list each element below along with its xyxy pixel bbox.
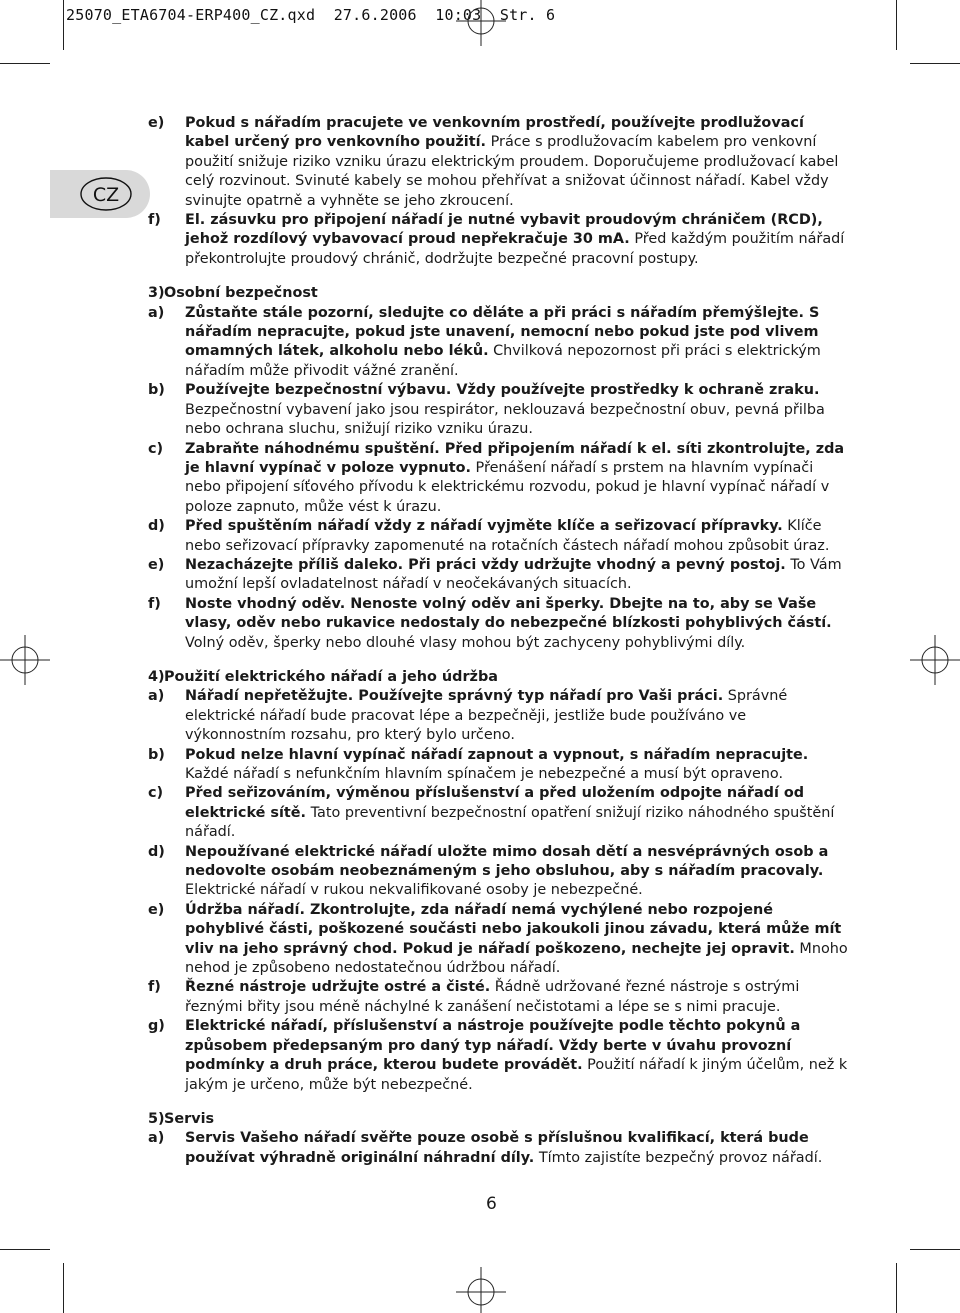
registration-mark-left (0, 635, 50, 685)
list-item (148, 1017, 848, 1095)
section-heading (148, 668, 848, 687)
list-item (148, 114, 848, 211)
item-label: c) (148, 440, 164, 457)
crop-mark-bottom-left-v (63, 1263, 64, 1313)
list-item (148, 843, 848, 901)
registration-mark-bottom (456, 1267, 506, 1313)
item-text: Elektrické nářadí v rukou nekvalifikované osoby je nebezpečné. (185, 882, 643, 899)
item-label: e) (148, 115, 165, 131)
list-item (148, 211, 848, 269)
crop-mark-bottom-right-h (910, 1249, 960, 1250)
item-bold-text: Noste vhodný oděv. Nenoste volný oděv ani šperky. Dbejte na to, aby se Vaše vlasy, oděv nebo rukavice nedostaly do nebezpečné blízkosti pohyblivých částí. (185, 595, 832, 632)
list-item (148, 381, 848, 439)
section-number: 4) (148, 668, 165, 685)
item-bold-text: Servis Vašeho nářadí svěřte pouze osobě s příslušnou kvalifikací, která bude používat výhradně originální náhradní díly. (185, 1130, 809, 1166)
intro-list (148, 114, 848, 269)
item-label: d) (148, 843, 165, 860)
item-body (185, 595, 848, 653)
section (148, 284, 848, 653)
item-label: b) (148, 382, 165, 399)
section-title: Použití elektrického nářadí a jeho údržba (164, 668, 498, 685)
section-title: Servis (164, 1110, 215, 1127)
page-number: 6 (486, 1194, 497, 1214)
item-bold-text: Používejte bezpečnostní výbavu. Vždy používejte prostředky k ochraně zraku. (185, 382, 820, 399)
crop-mark-bottom-right-v (896, 1263, 897, 1313)
list-item (148, 556, 848, 595)
item-body (185, 1129, 848, 1168)
registration-mark-top (456, 0, 506, 46)
item-bold-text: El. zásuvku pro připojení nářadí je nutné vybavit proudovým chráničem (RCD), jehož rozdílový vybavovací proud nepřekračuje 30 mA. (185, 212, 823, 248)
item-label: a) (148, 1130, 165, 1147)
list-item (148, 1129, 848, 1168)
item-body (185, 978, 848, 1017)
item-label: a) (148, 304, 165, 321)
item-body (185, 746, 848, 785)
item-body (185, 1017, 848, 1095)
language-oval (50, 170, 150, 218)
item-bold-text: Nářadí nepřetěžujte. Používejte správný typ nářadí pro Vaši práci. (185, 688, 724, 705)
item-text: Volný oděv, šperky nebo dlouhé vlasy mohou být zachyceny pohyblivými díly. (185, 634, 746, 651)
item-text: Před každým použitím nářadí překontrolujte proudový chránič, dodržujte bezpečné pracovní postupy. (185, 231, 845, 267)
item-body (185, 440, 848, 518)
item-label: e) (148, 901, 165, 918)
item-body (185, 304, 848, 382)
item-bold-text: Nepoužívané elektrické nářadí uložte mimo dosah dětí a nesvéprávných osob a nedovolte osobám neobeznámeným s jeho obsluhou, aby s nářadím pracovaly. (185, 843, 829, 880)
language-badge (50, 170, 150, 218)
crop-mark-bottom-left-h (0, 1249, 50, 1250)
item-body (185, 114, 848, 211)
item-body (185, 211, 848, 269)
list-item (148, 687, 848, 745)
section-number: 3) (148, 285, 165, 302)
section-heading (148, 284, 848, 303)
list-item (148, 440, 848, 518)
item-text: Správné elektrické nářadí bude pracovat lépe a bezpečněji, jestliže bude používáno ve výkonnostním rozsahu, pro který bylo určeno. (185, 688, 788, 744)
item-text: Každé nářadí s nefunkčním hlavním spínačem je nebezpečné a musí být opraveno. (185, 766, 784, 782)
crop-mark-top-right-v (896, 0, 897, 50)
crop-mark-top-left-v (63, 0, 64, 50)
item-label: b) (148, 746, 165, 763)
main-content (148, 114, 848, 1168)
item-bold-text: Pokud s nářadím pracujete ve venkovním prostředí, používejte prodlužovací kabel určený pro venkovního použití. (185, 115, 804, 151)
section (148, 1110, 848, 1168)
item-label: d) (148, 518, 165, 535)
language-code: CZ (92, 184, 120, 206)
item-bold-text: Údržba nářadí. Zkontrolujte, zda nářadí nemá vychýlené nebo rozpojené pohyblivé části, poškozené součásti nebo jakoukoli jinou závadu, která může mít vliv na jeho správný chod. Pokud je nářadí poškozeno, nechejte jej opravit. (185, 901, 842, 957)
item-label: e) (148, 556, 165, 573)
sections-list (148, 284, 848, 1168)
file-slug: 25070_ETA6704-ERP400_CZ.qxd 27.6.2006 10:03 Str. 6 (66, 6, 556, 24)
item-text: Řádně udržované řezné nástroje s ostrými řeznými břity jsou méně náchylné k zanášení nečistotami a lépe se s nimi pracuje. (185, 979, 800, 1015)
item-bold-text: Pokud nelze hlavní vypínač nářadí zapnout a vypnout, s nářadím nepracujte. (185, 746, 809, 763)
item-body (185, 784, 848, 842)
item-label: f) (148, 595, 161, 612)
section-title: Osobní bezpečnost (164, 285, 318, 302)
item-text: Tato preventivní bezpečnostní opatření snižují riziko náhodného spuštění nářadí. (185, 804, 835, 841)
item-body (185, 381, 848, 439)
item-text: Chvilková nepozornost při práci s elektrickým nářadím může přivodit vážné zranění. (185, 343, 821, 379)
item-bold-text: Před spuštěním nářadí vždy z nářadí vyjměte klíče a seřizovací přípravky. (185, 518, 783, 535)
item-bold-text: Před seřizováním, výměnou příslušenství a před uložením odpojte nářadí od elektrické sítě. (185, 785, 805, 821)
item-label: c) (148, 785, 164, 802)
item-label: a) (148, 688, 165, 705)
item-bold-text: Zabraňte náhodnému spuštění. Před připojením nářadí k el. síti zkontrolujte, zda je hlavní vypínač v poloze vypnuto. (185, 440, 845, 476)
section-heading (148, 1110, 848, 1129)
crop-mark-top-right-h (910, 63, 960, 64)
item-text: Klíče nebo seřizovací přípravky zapomenuté na rotačních částech nářadí mohou způsobit úraz. (185, 518, 830, 554)
item-text: Práce s prodlužovacím kabelem pro venkovní použití snižuje riziko vzniku úrazu elektrickým proudem. Doporučujeme prodlužovací kabel celý rozvinout. Svinuté kabely se mohou přehřívat a snižovat účinnost nářadí. Kabel vždy svinujte opatrně a vyhněte se jeho zkroucení. (185, 134, 839, 209)
item-body (185, 687, 848, 745)
item-text: Mnoho nehod je způsobeno nedostatečnou údržbou nářadí. (185, 940, 848, 977)
item-body (185, 901, 848, 979)
section-number: 5) (148, 1110, 165, 1127)
item-bold-text: Elektrické nářadí, příslušenství a nástroje používejte podle těchto pokynů a způsobem předepsaným pro daný typ nářadí. Vždy berte v úvahu provozní podmínky a druh práce, kterou budete provádět. (185, 1018, 801, 1074)
item-text: To Vám umožní lepší ovladatelnost nářadí v neočekávaných situacích. (185, 556, 842, 593)
item-body (185, 556, 848, 595)
item-body (185, 843, 848, 901)
list-item (148, 595, 848, 653)
item-text: Bezpečnostní vybavení jako jsou respirátor, neklouzavá bezpečnostní obuv, pevná přilba nebo ochrana sluchu, snižují riziko vzniku úrazu. (185, 401, 825, 438)
item-bold-text: Nezacházejte příliš daleko. Při práci vždy udržujte vhodný a pevný postoj. (185, 556, 786, 573)
item-label: g) (148, 1018, 165, 1035)
list-item (148, 784, 848, 842)
item-text: Přenášení nářadí s prstem na hlavním vypínači nebo připojení síťového přívodu k elektrickému rozvodu, pokud je hlavní vypínač nářadí v poloze zapnuto, může vést k úrazu. (185, 459, 830, 515)
section (148, 668, 848, 1095)
list-item (148, 517, 848, 556)
item-text: Tímto zajistíte bezpečný provoz nářadí. (534, 1149, 823, 1166)
list-item (148, 304, 848, 382)
crop-mark-top-left-h (0, 63, 50, 64)
list-item (148, 901, 848, 979)
item-bold-text: Zůstaňte stále pozorní, sledujte co děláte a při práci s nářadím přemýšlejte. S nářadím nepracujte, pokud jste unavení, nemocní nebo pokud jste pod vlivem omamných látek, alkoholu nebo léků. (185, 304, 820, 360)
item-label: f) (148, 212, 161, 229)
registration-mark-right (910, 635, 960, 685)
list-item (148, 746, 848, 785)
item-label: f) (148, 979, 161, 996)
item-body (185, 517, 848, 556)
item-text: Použití nářadí k jiným účelům, než k jakým je určeno, může být nebezpečné. (185, 1057, 848, 1093)
list-item (148, 978, 848, 1017)
item-bold-text: Řezné nástroje udržujte ostré a čisté. (185, 979, 491, 996)
